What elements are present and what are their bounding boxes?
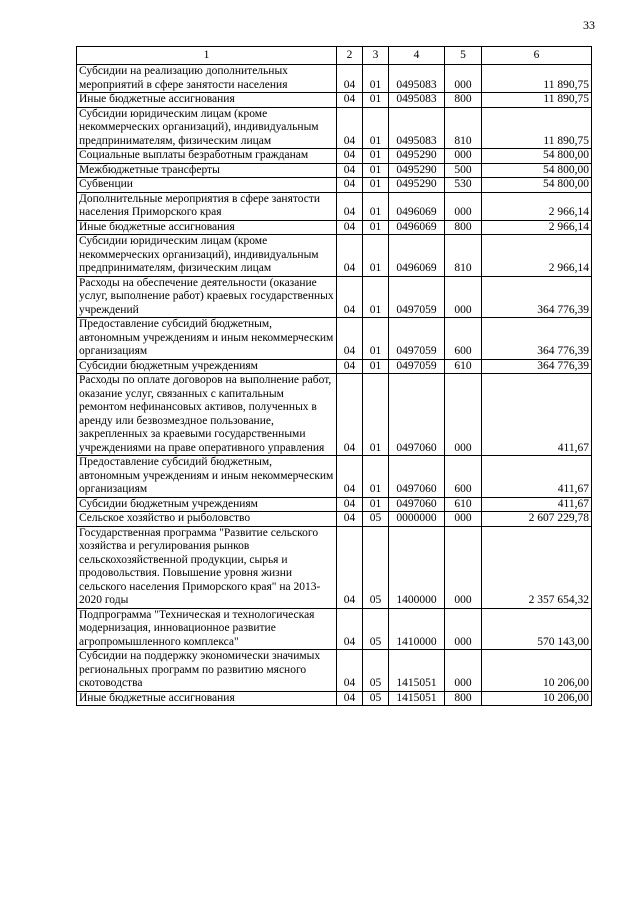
row-subsection: 01: [363, 276, 389, 318]
row-amount: 11 890,75: [482, 93, 592, 108]
row-name: Субсидии бюджетным учреждениям: [77, 497, 337, 512]
header-cell-section: 2: [337, 47, 363, 65]
row-expense-type: 500: [445, 163, 482, 178]
row-target-article: 0496069: [389, 220, 445, 235]
row-subsection: 01: [363, 359, 389, 374]
row-target-article: 0495083: [389, 93, 445, 108]
row-subsection: 05: [363, 691, 389, 706]
row-subsection: 01: [363, 192, 389, 220]
row-section: 04: [337, 192, 363, 220]
header-cell-name: 1: [77, 47, 337, 65]
row-target-article: 0497059: [389, 318, 445, 360]
table-row: [77, 456, 592, 498]
table-row: [77, 650, 592, 692]
row-subsection: 05: [363, 608, 389, 650]
row-amount: 2 966,14: [482, 235, 592, 277]
row-section: 04: [337, 149, 363, 164]
table-row: [77, 93, 592, 108]
row-amount: 364 776,39: [482, 318, 592, 360]
row-amount: 2 966,14: [482, 192, 592, 220]
row-target-article: 0497060: [389, 497, 445, 512]
row-name: Подпрограмма "Техническая и технологическая модернизация, инновационное развитие агропромышленного комплекса": [77, 608, 337, 650]
row-subsection: 01: [363, 456, 389, 498]
table-row: [77, 178, 592, 193]
row-section: 04: [337, 650, 363, 692]
row-expense-type: 000: [445, 512, 482, 527]
row-subsection: 01: [363, 107, 389, 149]
row-subsection: 05: [363, 512, 389, 527]
row-section: 04: [337, 526, 363, 608]
row-target-article: 0497059: [389, 276, 445, 318]
table-row: [77, 276, 592, 318]
row-subsection: 01: [363, 149, 389, 164]
row-expense-type: 610: [445, 359, 482, 374]
row-name: Сельское хозяйство и рыболовство: [77, 512, 337, 527]
table-row: [77, 192, 592, 220]
row-target-article: 0495083: [389, 107, 445, 149]
row-amount: 364 776,39: [482, 276, 592, 318]
table-row: [77, 318, 592, 360]
row-target-article: 1415051: [389, 691, 445, 706]
row-section: 04: [337, 497, 363, 512]
row-name: Иные бюджетные ассигнования: [77, 220, 337, 235]
row-target-article: 0497059: [389, 359, 445, 374]
row-amount: 54 800,00: [482, 149, 592, 164]
table-row: [77, 163, 592, 178]
table-row: [77, 512, 592, 527]
row-name: Субсидии юридическим лицам (кроме некоммерческих организаций), индивидуальным предпринимателям, физическим лицам: [77, 235, 337, 277]
row-section: 04: [337, 608, 363, 650]
row-expense-type: 810: [445, 107, 482, 149]
row-name: Предоставление субсидий бюджетным, автономным учреждениям и иным некоммерческим организациям: [77, 318, 337, 360]
row-subsection: 01: [363, 374, 389, 456]
row-expense-type: 000: [445, 650, 482, 692]
row-name: Предоставление субсидий бюджетным, автономным учреждениям и иным некоммерческим организациям: [77, 456, 337, 498]
budget-table: [76, 46, 592, 706]
table-row: [77, 107, 592, 149]
row-target-article: 1415051: [389, 650, 445, 692]
row-section: 04: [337, 359, 363, 374]
row-target-article: 0496069: [389, 192, 445, 220]
row-target-article: 0497060: [389, 374, 445, 456]
row-amount: 411,67: [482, 456, 592, 498]
row-section: 04: [337, 691, 363, 706]
row-subsection: 01: [363, 235, 389, 277]
row-section: 04: [337, 93, 363, 108]
row-target-article: 1400000: [389, 526, 445, 608]
row-name: Расходы на обеспечение деятельности (оказание услуг, выполнение работ) краевых государственных учреждений: [77, 276, 337, 318]
row-expense-type: 000: [445, 276, 482, 318]
table-row: [77, 359, 592, 374]
row-amount: 364 776,39: [482, 359, 592, 374]
row-name: Субсидии на реализацию дополнительных мероприятий в сфере занятости населения: [77, 65, 337, 93]
table-row: [77, 526, 592, 608]
row-expense-type: 600: [445, 318, 482, 360]
row-section: 04: [337, 374, 363, 456]
table-row: [77, 691, 592, 706]
header-row: [77, 47, 592, 65]
row-subsection: 01: [363, 163, 389, 178]
row-expense-type: 000: [445, 149, 482, 164]
row-name: Социальные выплаты безработным гражданам: [77, 149, 337, 164]
table-row: [77, 374, 592, 456]
row-name: Государственная программа "Развитие сельского хозяйства и регулирования рынков сельскохозяйственной продукции, сырья и продовольствия. Повышение уровня жизни сельского населения Приморского края" на 2013-2020 годы: [77, 526, 337, 608]
row-expense-type: 610: [445, 497, 482, 512]
table-row: [77, 235, 592, 277]
row-amount: 54 800,00: [482, 163, 592, 178]
header-cell-target-article: 4: [389, 47, 445, 65]
row-expense-type: 000: [445, 374, 482, 456]
table-row: [77, 65, 592, 93]
row-expense-type: 800: [445, 93, 482, 108]
row-name: Субсидии на поддержку экономически значимых региональных программ по развитию мясного скотоводства: [77, 650, 337, 692]
row-section: 04: [337, 512, 363, 527]
row-amount: 10 206,00: [482, 650, 592, 692]
row-target-article: 1410000: [389, 608, 445, 650]
row-amount: 10 206,00: [482, 691, 592, 706]
row-subsection: 01: [363, 65, 389, 93]
row-expense-type: 800: [445, 220, 482, 235]
row-amount: 11 890,75: [482, 65, 592, 93]
row-name: Расходы по оплате договоров на выполнение работ, оказание услуг, связанных с капитальным ремонтом нефинансовых активов, полученных в аренду или безвозмездное пользование, закрепленных за краевыми государственными учреждениями на праве оперативного управления: [77, 374, 337, 456]
table-row: [77, 220, 592, 235]
row-expense-type: 530: [445, 178, 482, 193]
row-amount: 11 890,75: [482, 107, 592, 149]
row-name: Иные бюджетные ассигнования: [77, 93, 337, 108]
header-cell-expense-type: 5: [445, 47, 482, 65]
row-amount: 2 357 654,32: [482, 526, 592, 608]
row-section: 04: [337, 456, 363, 498]
row-expense-type: 800: [445, 691, 482, 706]
row-section: 04: [337, 276, 363, 318]
row-section: 04: [337, 220, 363, 235]
row-section: 04: [337, 163, 363, 178]
table-row: [77, 497, 592, 512]
row-expense-type: 000: [445, 65, 482, 93]
row-subsection: 05: [363, 650, 389, 692]
row-expense-type: 000: [445, 526, 482, 608]
row-amount: 570 143,00: [482, 608, 592, 650]
page-number: 33: [583, 18, 595, 32]
row-target-article: 0000000: [389, 512, 445, 527]
row-target-article: 0495290: [389, 178, 445, 193]
row-amount: 2 966,14: [482, 220, 592, 235]
row-subsection: 01: [363, 178, 389, 193]
row-name: Субсидии бюджетным учреждениям: [77, 359, 337, 374]
row-target-article: 0495290: [389, 149, 445, 164]
row-amount: 411,67: [482, 374, 592, 456]
row-section: 04: [337, 235, 363, 277]
row-target-article: 0496069: [389, 235, 445, 277]
row-target-article: 0497060: [389, 456, 445, 498]
row-target-article: 0495290: [389, 163, 445, 178]
row-amount: 411,67: [482, 497, 592, 512]
table-row: [77, 149, 592, 164]
row-name: Дополнительные мероприятия в сфере занятости населения Приморского края: [77, 192, 337, 220]
header-cell-subsection: 3: [363, 47, 389, 65]
header-cell-amount: 6: [482, 47, 592, 65]
row-subsection: 01: [363, 93, 389, 108]
row-name: Субвенции: [77, 178, 337, 193]
row-expense-type: 810: [445, 235, 482, 277]
row-subsection: 05: [363, 526, 389, 608]
row-target-article: 0495083: [389, 65, 445, 93]
row-expense-type: 000: [445, 608, 482, 650]
row-subsection: 01: [363, 220, 389, 235]
row-section: 04: [337, 65, 363, 93]
row-section: 04: [337, 107, 363, 149]
row-name: Субсидии юридическим лицам (кроме некоммерческих организаций), индивидуальным предпринимателям, физическим лицам: [77, 107, 337, 149]
row-section: 04: [337, 318, 363, 360]
row-amount: 54 800,00: [482, 178, 592, 193]
row-subsection: 01: [363, 497, 389, 512]
row-subsection: 01: [363, 318, 389, 360]
row-name: Межбюджетные трансферты: [77, 163, 337, 178]
table-row: [77, 608, 592, 650]
row-amount: 2 607 229,78: [482, 512, 592, 527]
row-expense-type: 600: [445, 456, 482, 498]
row-section: 04: [337, 178, 363, 193]
row-name: Иные бюджетные ассигнования: [77, 691, 337, 706]
row-expense-type: 000: [445, 192, 482, 220]
